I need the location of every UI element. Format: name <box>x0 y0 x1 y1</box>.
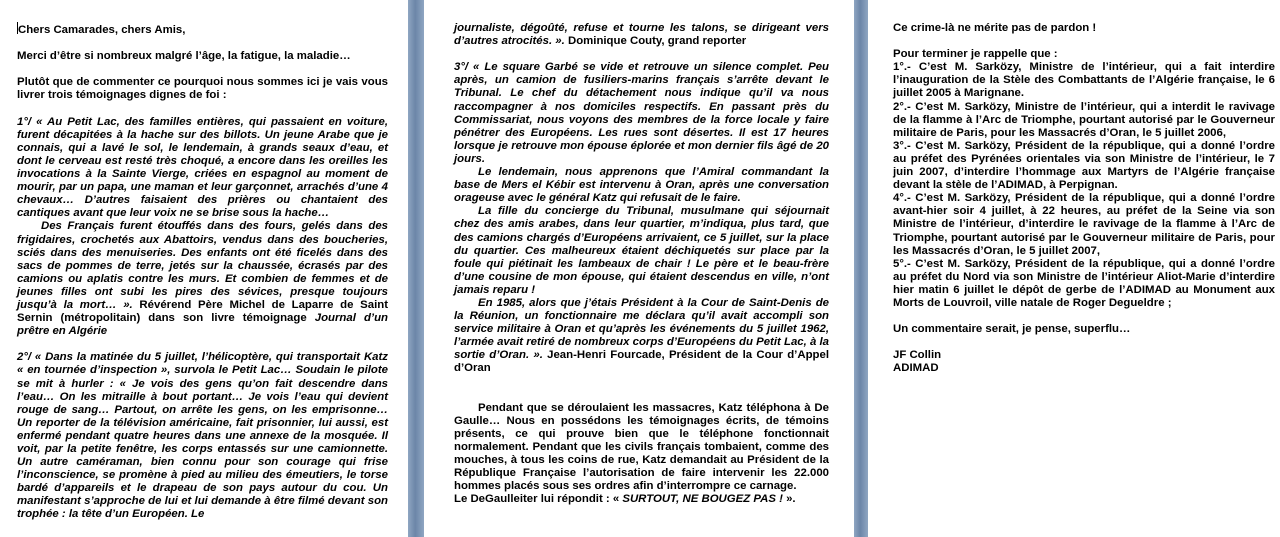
reminder-intro: Pour terminer je rappelle que : <box>893 48 1058 61</box>
reminder-item-3: 3°.- C’est M. Sarközy, Président de la république, qui a donné l’ordre au préfet des Pyrénées orientales via son Ministre de l’intérieur, le 7 juin 2007, d’interdire l’hommage aux Martyrs de l’Algérie française devant la stèle de l’ADIMAD, à Perpignan. <box>893 139 1275 192</box>
reminder-item-5: 5°.- C’est M. Sarközy, Président de la république, qui a donné l’ordre au préfet du Nord via son Ministre de l’intérieur Aliot-Marie d’interdire hier matin 6 juillet le dépôt de gerbe de l’ADIMAD au Monument aux Morts de Louvroil, ville natale de Roger Degueldre ; <box>893 257 1275 309</box>
page-2 <box>424 0 854 537</box>
reminder-item-1: 1°.- C’est M. Sarközy, Ministre de l’intérieur, qui a fait interdire l’inauguration de la Stèle des Combattants de l’Algérie française, le 6 juillet 2005 à Marignane. <box>893 61 1275 100</box>
testimony-3-part-d: En 1985, alors que j’étais Président à la Cour de Saint-Denis de la Réunion, un fonctionnaire me déclara qu’il avait accompli son service militaire à Oran et qu’après les événements du 5 juillet 1962, l’armée avait retiré de nombreux corps d’Européens du Petit Lac, à la sortie d’Oran. ». Jean-Henri Fourcade, Président de la Cour d’Appel d’Oran <box>454 296 829 375</box>
testimony-2-start: 2°/ « Dans la matinée du 5 juillet, l’hélicoptère, qui transportait Katz « en tournée d’inspection », survola le Petit Lac… Soudain le pilote se mit à hurler : « Je vois des gens qu’on fait descendre dans l’eau… On les mitraille à bout portant… Je vois l’eau qui devient rouge de sang… Partout, on arrête les gens, on les emprisonne… Un reporter de la télévision américaine, fait prisonnier, lui aussi, est enfermé pendant quatre heures dans une annexe de la mosquée. Il voit, par la petite fenêtre, les corps entassés sur une camionnette. Un autre caméraman, bien connu pour son courage qui frise l’inconscience, se promène à pied au milieu des émeutiers, le torse bardé d’appareils et le drapeau de son pays autour du cou. Un manifestant s’approche de lui et lui demande à être filmé devant son trophée : la tête d’un Européen. Le <box>17 351 388 521</box>
testimony-3-part-b: Le lendemain, nous apprenons que l’Amiral commandant la base de Mers el Kébir est intervenu à Oran, après une conversation orageuse avec le général Katz qui refusait de le faire. <box>454 166 829 205</box>
thanks-paragraph: Merci d’être si nombreux malgré l’âge, la fatigue, la maladie… <box>17 50 351 63</box>
reminder-item-4: 4°.- C’est M. Sarközy, Président de la république, qui a donné l’ordre avant-hier soir 4 juillet, à 22 heures, au préfet de la Seine via son Ministre de l’intérieur, d’interdire le ravivage de la flamme à l’Arc de Triomphe, pourtant autorisé par le Gouverneur militaire de Paris, pour les Massacrés d’Oran, le 5 juillet 2007, <box>893 192 1275 257</box>
testimony-2-end: journaliste, dégoûté, refuse et tourne les talons, se dirigeant vers d’autres atrocités. ». Dominique Couty, grand reporter <box>454 22 829 48</box>
page-gutter-right <box>854 0 868 537</box>
page-3 <box>868 0 1280 537</box>
no-pardon-line: Ce crime-là ne mérite pas de pardon ! <box>893 22 1097 34</box>
testimony-3-part-a: 3°/ « Le square Garbé se vide et retrouve un silence complet. Peu après, un camion de fusiliers-marins français s’arrête devant le Tribunal. Le chef du détachement nous indique qu’il va nous raccompagner à nos domiciles respectifs. En passant près du Commissariat, nous voyons des membres de la force locale y faire pénétrer des Européens. Les rues sont désertes. Il est 17 heures lorsque je retrouve mon épouse éplorée et mon dernier fils âgé de 20 jours. <box>454 61 829 165</box>
page-1 <box>0 0 408 537</box>
intro-paragraph: Plutôt que de commenter ce pourquoi nous sommes ici je vais vous livrer trois témoignages dignes de foi : <box>17 76 388 102</box>
testimony-3-part-c: La fille du concierge du Tribunal, musulmane qui séjournait chez des amis arabes, dans leur quartier, m’indiqua, plus tard, que des camions chargés d’Européens arrivaient, ce 5 juillet, sur la place du quartier. Ces malheureux étaient déchiquetés sur place par la foule qui piétinait les lambeaux de chair ! Le père et le beau-frère d’une cousine de mon épouse, qui étaient descendus en ville, n’ont jamais reparu ! <box>454 205 829 296</box>
page-gutter-left <box>408 0 424 537</box>
signature-name: JF Collin <box>893 349 942 362</box>
greeting: Chers Camarades, chers Amis, <box>18 24 186 36</box>
reminder-item-2: 2°.- C’est M. Sarközy, Ministre de l’intérieur, qui a interdit le ravivage de la flamme à l’Arc de Triomphe, pourtant autorisé par le Gouverneur militaire de Paris, pour les Massacrés d’Oran, le 5 juillet 2006, <box>893 100 1275 139</box>
signature-org: ADIMAD <box>893 362 939 375</box>
degaulle-reply: Le DeGaulleiter lui répondit : « SURTOUT, NE BOUGEZ PAS ! ». <box>454 493 796 506</box>
katz-paragraph: Pendant que se déroulaient les massacres, Katz téléphona à De Gaulle… Nous en possédons les témoignages écrits, de témoins présents, ce qui prouve bien que le téléphone fonctionnait normalement. Pendant que les civils français tombaient, comme des mouches, à tous les coins de rue, Katz demandait au Président de la République Française l’autorisation de faire intervenir les 22.000 hommes placés sous ses ordres afin d’interrompre ce carnage. <box>454 401 829 493</box>
closing-comment: Un commentaire serait, je pense, superflu… <box>893 323 1131 336</box>
testimony-1-part-a: 1°/ « Au Petit Lac, des familles entières, qui passaient en voiture, furent décapitées à la hache sur des billots. Un jeune Arabe que je connais, qui a lavé le sol, le lendemain, à grands seaux d’eau, et dont le cerveau est resté très choqué, a encore dans les oreilles les invocations à la Sainte Vierge, criées en espagnol au moment de mourir, par un papa, une maman et leur garçonnet, arrachés d’une 4 chevaux… D’autres faisaient des prières ou chantaient des cantiques avant que leur voix ne se brise sous la hache… <box>17 115 388 220</box>
testimony-1-part-b: Des Français furent étouffés dans des fours, gelés dans des frigidaires, crochetés aux Abattoirs, vendus dans des boucheries, sciés dans des menuiseries. Des enfants ont été ficelés dans des sacs de pommes de terre, jetés sur la chaussée, écrasés par des camions ou aplatis contre les murs. Et combien de femmes et de jeunes filles ont subi les pires des sévices, presque toujours jusqu’à la mort… ». Révérend Père Michel de Laparre de Saint Sernin (métropolitain) dans son livre témoignage Journal d’un prêtre en Algérie <box>17 220 388 338</box>
